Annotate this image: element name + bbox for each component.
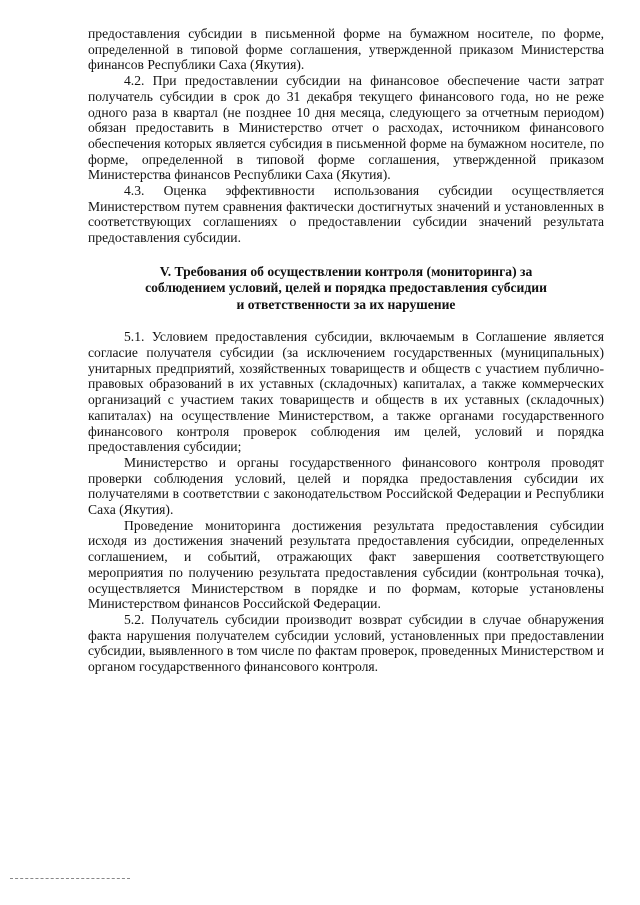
- paragraph-inspections: Министерство и органы государственного финансового контроля проводят проверки соблюдения условий, целей и порядка предоставления субсидии их получателями в соответствии с законодательством Российской Федерации и Республики Саха (Якутия).: [88, 454, 604, 518]
- paragraph-5-1: 5.1. Условием предоставления субсидии, включаемым в Соглашение является согласие получателя субсидии (за исключением государственных (муниципальных) унитарных предприятий, хозяйственных товариществ и обществ с участием публично-правовых образований в их уставных (складочных) капиталах, а также коммерческих организаций с участием таких товариществ и обществ в их уставных (складочных) капиталах) на осуществление Министерством, а также органами государственного финансового контроля проверок соблюдения им целей, условий и порядка предоставления субсидии;: [88, 329, 604, 455]
- paragraph-4-3: 4.3. Оценка эффективности использования субсидии осуществляется Министерством путем сравнения фактически достигнутых значений и установленных в соответствующих соглашениях о предоставлении субсидии значений результата предоставления субсидии.: [88, 183, 604, 246]
- section-heading-line-3: и ответственности за их нарушение: [236, 296, 456, 312]
- footer-divider: [10, 878, 130, 880]
- paragraph-monitoring: Проведение мониторинга достижения результата предоставления субсидии исходя из достижения значений результата предоставления субсидии, определенных соглашением, и событий, отражающих факт завершения соответствующего мероприятия по получению результата предоставления субсидии (контрольная точка), осуществляется Министерством в порядке и по формам, которые установлены Министерством финансов Российской Федерации.: [88, 517, 604, 612]
- section-heading-line-2: соблюдением условий, целей и порядка предоставления субсидии: [145, 280, 547, 296]
- paragraph-subsidy-form: предоставления субсидии в письменной форме на бумажном носителе, по форме, определенной в типовой форме соглашения, утвержденной приказом Министерства финансов Республики Саха (Якутия).: [88, 26, 604, 73]
- section-heading: [88, 264, 604, 314]
- document-page: [88, 26, 604, 675]
- paragraph-4-2: 4.2. При предоставлении субсидии на финансовое обеспечение части затрат получатель субсидии в срок до 31 декабря текущего финансового года, но не реже одного раза в квартал (не позднее 10 дня месяца, следующего за отчетным периодом) обязан предоставить в Министерство отчет о расходах, источником финансового обеспечения которых является субсидия в письменной форме на бумажном носителе, по форме, определенной в типовой форме соглашения, утвержденной приказом Министерства финансов Республики Саха (Якутия).: [88, 73, 604, 183]
- section-heading-line-1: V. Требования об осуществлении контроля (мониторинга) за: [159, 263, 533, 279]
- paragraph-5-2: 5.2. Получатель субсидии производит возврат субсидии в случае обнаружения факта нарушения получателем субсидии условий, установленных при предоставлении субсидии, выявленного в том числе по фактам проверок, проведенных Министерством и органом государственного финансового контроля.: [88, 612, 604, 675]
- spacer: [88, 246, 604, 264]
- spacer: [88, 313, 604, 329]
